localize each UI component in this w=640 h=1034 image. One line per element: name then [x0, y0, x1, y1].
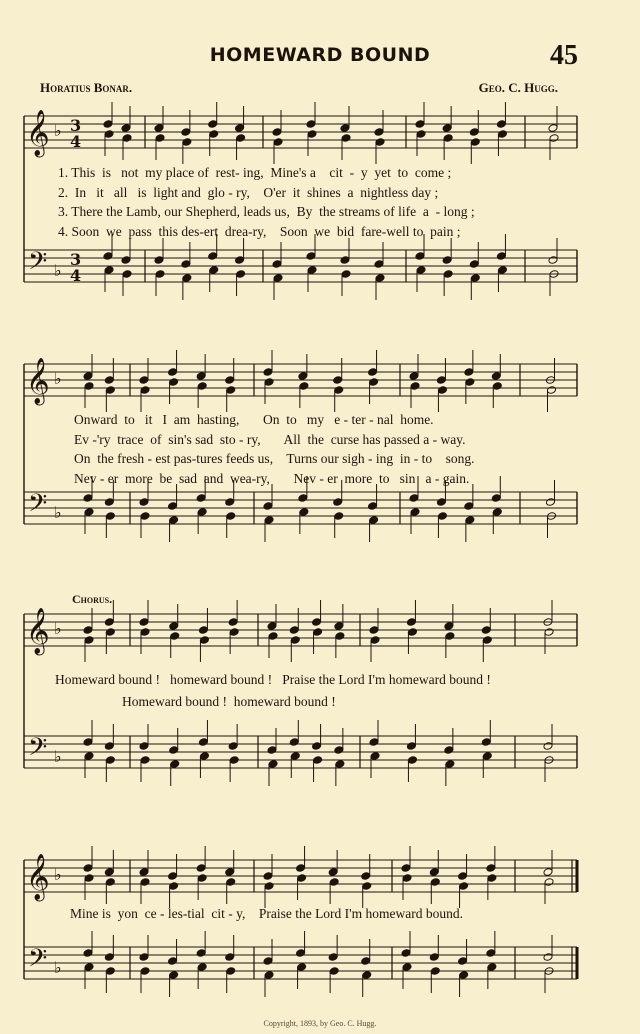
lyricist-credit: Horatius Bonar.: [40, 80, 133, 95]
system-4-bass-clef: 𝄢: [28, 944, 48, 979]
system-1-time-sig-bass-top: 3: [70, 250, 82, 269]
system-4-key-flat-bass: ♭: [54, 958, 62, 977]
composer-credit: Geo. C. Hugg.: [478, 80, 558, 95]
system-3-bass-clef: 𝄢: [28, 733, 48, 768]
verse-2-line-b: Ev -'ry trace of sin's sad sto - ry, All the curse has passed a - way.: [74, 431, 466, 447]
system-3-treble-clef: 𝄞: [26, 608, 50, 654]
chorus-line-2: Homeward bound ! homeward bound !: [122, 694, 336, 709]
verse-1-line-b: Onward to it I am hasting, On to my e - ter - nal home.: [74, 412, 434, 427]
system-2-treble-clef: 𝄞: [26, 358, 50, 404]
system-1-time-sig-treble-bottom: 4: [70, 132, 82, 151]
system-1-time-sig-treble-top: 3: [70, 116, 82, 135]
chorus-label: Chorus.: [72, 592, 113, 606]
final-lyrics: [70, 904, 463, 924]
final-line: Mine is yon ce - les-tial cit - y, Praise the Lord I'm homeward bound.: [70, 906, 463, 921]
verse-3-line-b: On the fresh - est pas-tures feeds us, Turns our sigh - ing in - to song.: [74, 451, 475, 466]
chorus-lyrics: [55, 670, 491, 690]
system-1-treble-clef: 𝄞: [26, 110, 50, 156]
system-2-key-flat-treble: ♭: [54, 369, 62, 388]
verse-4-line-a: 4. Soon we pass this des-ert drea-ry, Soon we bid fare-well to pain ;: [58, 223, 461, 239]
verse-4-line-b: Nev - er more be sad and wea-ry, Nev - er more to sin a - gain.: [74, 470, 470, 486]
system-2-key-flat-bass: ♭: [54, 503, 62, 522]
system-1-key-flat-treble: ♭: [54, 121, 62, 140]
system-3-key-flat-treble: ♭: [54, 619, 62, 638]
chorus-line-1: Homeward bound ! homeward bound ! Praise the Lord I'm homeward bound !: [55, 672, 491, 687]
verse-2-line-a: 2. In it all is light and glo - ry, O'er it shines a nightless day ;: [58, 184, 439, 200]
system-1-bass-clef: 𝄢: [28, 247, 48, 282]
copyright-notice: Copyright, 1893, by Geo. C. Hugg.: [263, 1019, 377, 1028]
verse-lines-first-system: [58, 163, 475, 241]
system-4-treble-clef: 𝄞: [26, 854, 50, 900]
hymn-title: HOMEWARD BOUND: [209, 44, 431, 66]
verse-lines-second-system: [74, 410, 474, 488]
page-number: 45: [550, 40, 578, 71]
system-2-bass-clef: 𝄢: [28, 489, 48, 524]
verse-1-line-a: 1. This is not my place of rest- ing, Mine's a cit - y yet to come ;: [58, 165, 452, 180]
system-4-key-flat-treble: ♭: [54, 865, 62, 884]
system-3-key-flat-bass: ♭: [54, 747, 62, 766]
chorus-echo-lyrics: [122, 692, 336, 712]
system-1-time-sig-bass-bottom: 4: [70, 266, 82, 285]
system-1-key-flat-bass: ♭: [54, 261, 62, 280]
verse-3-line-a: 3. There the Lamb, our Shepherd, leads us, By the streams of life a - long ;: [58, 204, 475, 219]
